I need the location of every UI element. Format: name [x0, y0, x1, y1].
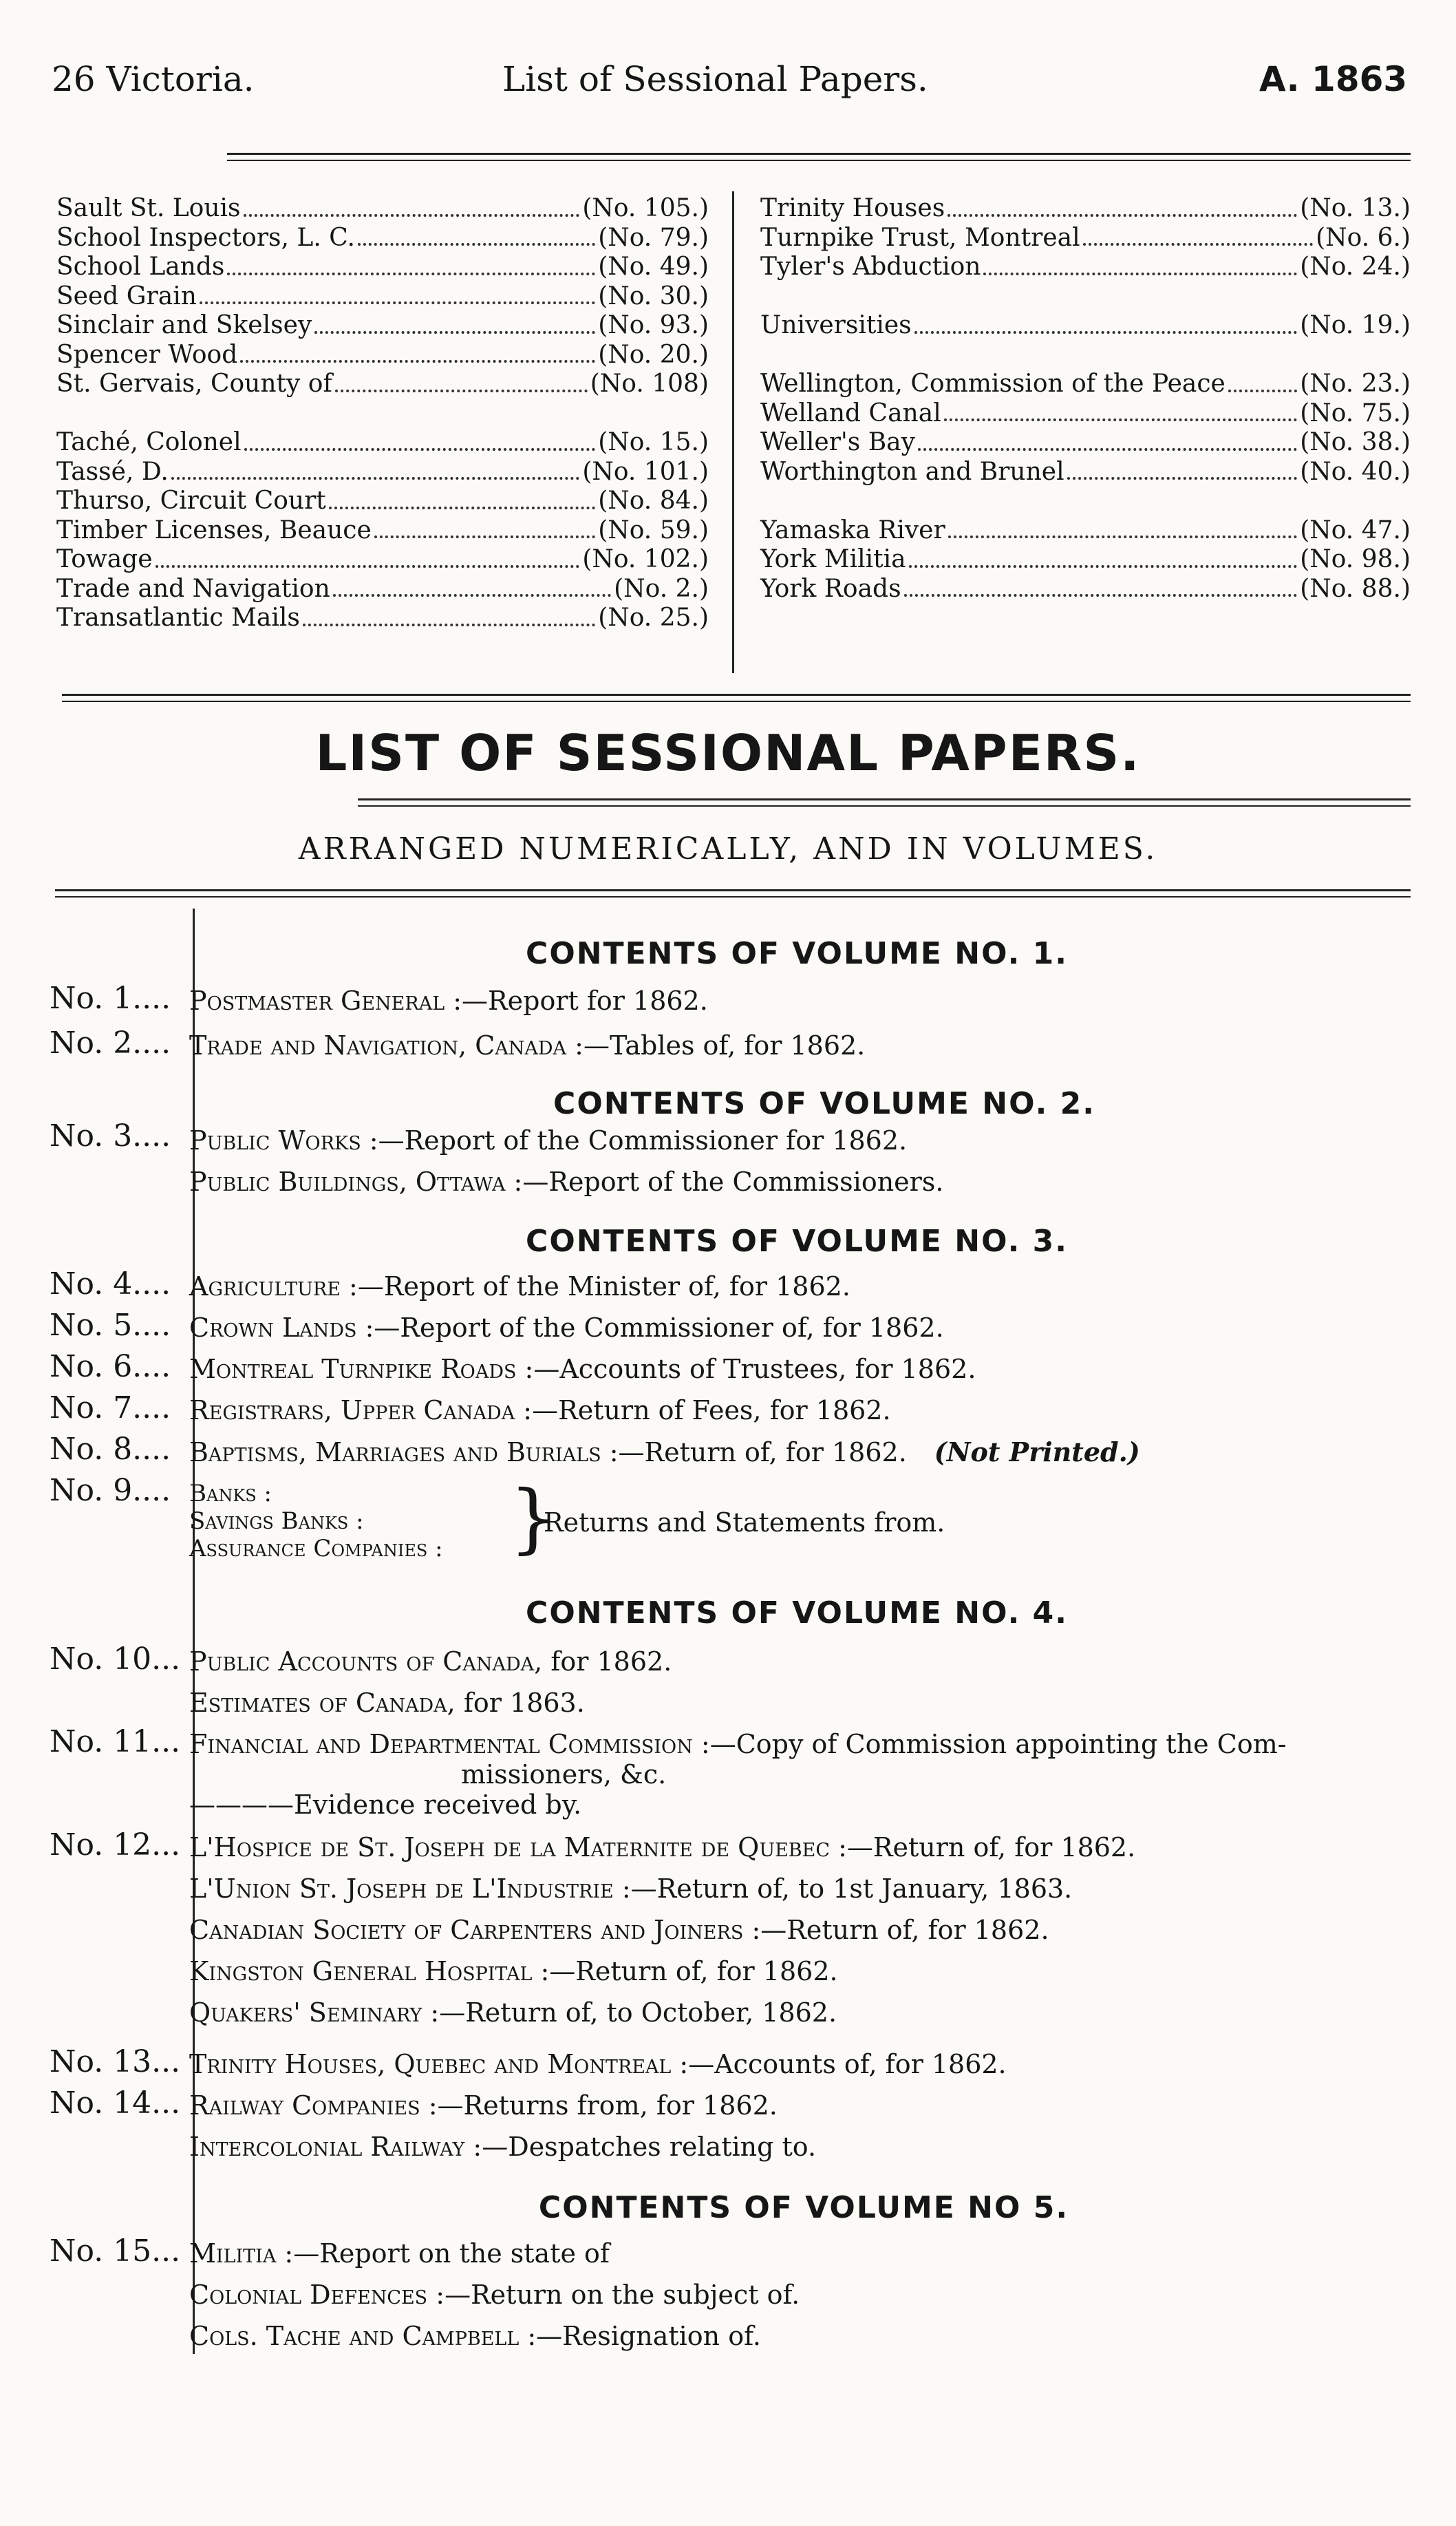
- entry-trade-navigation: Trade and Navigation, Canada :—Tables of, for 1862.: [189, 1030, 866, 1061]
- entry-estimates: Estimates of Canada, for 1863.: [189, 1688, 585, 1718]
- index-entry-number: (No. 40.): [1300, 457, 1411, 486]
- index-entry-name: Turnpike Trust, Montreal: [760, 223, 1080, 252]
- index-entry: [760, 428, 1411, 458]
- entry-hospice: L'Hospice de St. Joseph de la Maternite de Quebec :—Return of, for 1862.: [189, 1832, 1136, 1862]
- subtitle: ARRANGED NUMERICALLY, AND IN VOLUMES.: [298, 831, 1158, 867]
- title-rule: [358, 798, 1411, 811]
- index-entry-name: Wellington, Commission of the Peace: [760, 370, 1225, 398]
- dot-leader: [358, 243, 595, 246]
- paper-number-5: No. 5....: [50, 1308, 171, 1343]
- index-entry-name: Worthington and Brunel: [760, 457, 1064, 486]
- index-entry-name: Tyler's Abduction: [760, 253, 981, 281]
- index-entry-name: Trinity Houses: [760, 194, 945, 222]
- index-entry-name: Timber Licenses, Beauce: [56, 516, 372, 544]
- index-entry: [56, 428, 709, 458]
- dot-leader: [944, 418, 1298, 421]
- entry-financial-commission: Financial and Departmental Commission :—Copy of Commission appointing the Com-: [189, 1729, 1287, 1759]
- dot-leader: [904, 594, 1298, 597]
- index-entry-name: York Roads: [760, 574, 901, 603]
- index-entry-number: (No. 79.): [598, 223, 709, 252]
- index-entry: [56, 370, 709, 399]
- dot-leader: [156, 565, 580, 568]
- dot-leader: [240, 360, 595, 363]
- index-entry-number: (No. 105.): [582, 194, 709, 222]
- paper-number-7: No. 7....: [50, 1390, 171, 1425]
- dot-leader: [1083, 243, 1314, 246]
- index-entry: [56, 341, 709, 370]
- index-entry-name: Universities: [760, 311, 912, 339]
- index-entry: [56, 516, 709, 546]
- index-entry: [56, 282, 709, 312]
- index-entry: [760, 399, 1411, 429]
- dot-leader: [244, 448, 596, 451]
- column-divider: [732, 191, 734, 673]
- index-rule: [62, 694, 1411, 707]
- index-entry-name: Transatlantic Mails: [56, 604, 300, 632]
- index-entry-number: (No. 75.): [1300, 399, 1411, 427]
- index-entry-number: (No. 30.): [598, 282, 709, 310]
- dot-leader: [948, 214, 1297, 217]
- index-entry-number: (No. 6.): [1316, 223, 1411, 252]
- index-entry-number: (No. 38.): [1300, 428, 1411, 456]
- entry-carpenters: Canadian Society of Carpenters and Joiners :—Return of, for 1862.: [189, 1915, 1049, 1945]
- entry-colonial-defences: Colonial Defences :—Return on the subject of.: [189, 2280, 800, 2310]
- entry-postmaster-general: Postmaster General :—Report for 1862.: [189, 986, 708, 1016]
- paper-number-6: No. 6....: [50, 1349, 171, 1384]
- entry-railway-companies: Railway Companies :—Returns from, for 1862.: [189, 2090, 778, 2121]
- index-entry: [56, 575, 709, 604]
- index-entry-name: Welland Canal: [760, 399, 941, 427]
- index-entry: [760, 370, 1411, 399]
- index-entry-name: Thurso, Circuit Court: [56, 487, 326, 515]
- header-rule: [227, 153, 1411, 166]
- volume-5-heading: CONTENTS OF VOLUME NO 5.: [538, 2190, 1069, 2225]
- index-entry: [56, 194, 709, 224]
- index-entry-number: (No. 47.): [1300, 516, 1411, 544]
- brace-icon: }: [509, 1474, 557, 1562]
- entry-banks-returns: Returns and Statements from.: [544, 1507, 945, 1538]
- dot-leader: [314, 331, 595, 334]
- index-entry-number: (No. 108): [590, 370, 709, 398]
- entry-crown-lands: Crown Lands :—Report of the Commissioner of, for 1862.: [189, 1313, 944, 1343]
- index-entry-number: (No. 59.): [598, 516, 709, 544]
- index-entry-number: (No. 15.): [598, 428, 709, 456]
- index-entry: [760, 545, 1411, 575]
- index-entry: [56, 458, 709, 487]
- index-entry-number: (No. 24.): [1300, 253, 1411, 281]
- entry-savings-banks: Savings Banks :: [189, 1507, 364, 1535]
- volume-4-heading: CONTENTS OF VOLUME NO. 4.: [526, 1595, 1068, 1631]
- entry-public-accounts: Public Accounts of Canada, for 1862.: [189, 1646, 672, 1677]
- index-entry-number: (No. 101.): [582, 457, 709, 486]
- entry-banks: Banks :: [189, 1480, 272, 1507]
- index-entry-number: (No. 98.): [1300, 545, 1411, 573]
- paper-number-14: No. 14...: [50, 2085, 181, 2121]
- index-spacer: [760, 341, 1411, 370]
- index-entry: [760, 224, 1411, 253]
- volume-2-heading: CONTENTS OF VOLUME NO. 2.: [553, 1086, 1095, 1121]
- dot-leader: [983, 273, 1297, 275]
- entry-montreal-turnpike: Montreal Turnpike Roads :—Accounts of Trustees, for 1862.: [189, 1354, 976, 1384]
- index-entry-number: (No. 88.): [1300, 574, 1411, 603]
- entry-militia: Militia :—Report on the state of: [189, 2238, 610, 2269]
- page-header-session: 26 Victoria.: [52, 59, 255, 99]
- index-entry: [56, 224, 709, 253]
- index-entry-number: (No. 2.): [614, 574, 709, 603]
- index-entry-name: School Inspectors, L. C.: [56, 223, 355, 252]
- paper-number-12: No. 12...: [50, 1827, 181, 1862]
- dot-leader: [374, 535, 595, 538]
- dot-leader: [171, 477, 579, 480]
- dot-leader: [227, 273, 595, 275]
- dot-leader: [1067, 477, 1298, 480]
- entry-public-buildings: Public Buildings, Ottawa :—Report of the Commissioners.: [189, 1167, 944, 1197]
- dot-leader: [914, 331, 1298, 334]
- paper-number-11: No. 11...: [50, 1724, 181, 1759]
- index-entry-name: Sinclair and Skelsey: [56, 311, 312, 339]
- paper-number-2: No. 2....: [50, 1026, 171, 1061]
- dot-leader: [335, 390, 588, 392]
- index-entry-number: (No. 49.): [598, 253, 709, 281]
- not-printed-note: (Not Printed.): [934, 1436, 1140, 1467]
- index-entry: [56, 487, 709, 516]
- index-left-column: [56, 194, 709, 633]
- index-entry: [56, 545, 709, 575]
- index-entry: [56, 311, 709, 341]
- index-entry-number: (No. 84.): [598, 487, 709, 515]
- volume-1-heading: CONTENTS OF VOLUME NO. 1.: [526, 936, 1068, 971]
- index-entry-number: (No. 20.): [598, 340, 709, 369]
- index-entry-name: Tassé, D.: [56, 457, 169, 486]
- index-entry-number: (No. 102.): [582, 545, 709, 573]
- index-entry: [760, 311, 1411, 341]
- entry-evidence: ————Evidence received by.: [189, 1790, 582, 1820]
- entry-financial-commission-cont: missioners, &c.: [461, 1759, 667, 1790]
- index-entry-name: Seed Grain: [56, 282, 197, 310]
- index-entry-name: Weller's Bay: [760, 428, 915, 456]
- entry-tache-campbell: Cols. Tache and Campbell :—Resignation of.: [189, 2321, 761, 2351]
- index-entry: [760, 458, 1411, 487]
- paper-number-8: No. 8....: [50, 1432, 171, 1467]
- index-entry: [760, 516, 1411, 546]
- index-entry-number: (No. 93.): [598, 311, 709, 339]
- dot-leader: [918, 448, 1297, 451]
- paper-number-10: No. 10...: [50, 1642, 181, 1677]
- dot-leader: [329, 507, 595, 509]
- index-entry: [760, 194, 1411, 224]
- entry-registrars: Registrars, Upper Canada :—Return of Fees, for 1862.: [189, 1395, 891, 1425]
- page-header-year: A. 1863: [1259, 59, 1408, 99]
- volume-3-heading: CONTENTS OF VOLUME NO. 3.: [526, 1224, 1068, 1259]
- index-entry-name: Towage: [56, 545, 153, 573]
- index-entry-name: Spencer Wood: [56, 340, 238, 369]
- index-entry-number: (No. 13.): [1300, 194, 1411, 222]
- index-right-column: [760, 194, 1411, 604]
- index-entry: [760, 575, 1411, 604]
- paper-number-4: No. 4....: [50, 1266, 171, 1302]
- entry-union-st-joseph: L'Union St. Joseph de L'Industrie :—Return of, to 1st January, 1863.: [189, 1874, 1073, 1904]
- paper-number-15: No. 15...: [50, 2233, 181, 2269]
- entry-trinity-houses: Trinity Houses, Quebec and Montreal :—Accounts of, for 1862.: [189, 2049, 1007, 2079]
- index-entry-name: Trade and Navigation: [56, 574, 330, 603]
- entry-intercolonial-railway: Intercolonial Railway :—Despatches relating to.: [189, 2132, 817, 2162]
- paper-number-13: No. 13...: [50, 2044, 181, 2079]
- dot-leader: [1228, 390, 1297, 392]
- index-entry: [760, 253, 1411, 282]
- index-entry-name: School Lands: [56, 253, 225, 281]
- index-entry-number: (No. 19.): [1300, 311, 1411, 339]
- paper-number-3: No. 3....: [50, 1118, 171, 1154]
- entry-assurance-companies: Assurance Companies :: [189, 1535, 443, 1562]
- index-entry: [56, 604, 709, 633]
- dot-leader: [948, 535, 1298, 538]
- entry-public-works: Public Works :—Report of the Commissioner for 1862.: [189, 1125, 908, 1156]
- dot-leader: [909, 565, 1298, 568]
- page-header-title: List of Sessional Papers.: [502, 59, 928, 99]
- index-entry-name: Sault St. Louis: [56, 194, 241, 222]
- entry-quakers-seminary: Quakers' Seminary :—Return of, to October, 1862.: [189, 1997, 837, 2028]
- index-spacer: [56, 399, 709, 429]
- dot-leader: [333, 594, 611, 597]
- index-spacer: [760, 282, 1411, 312]
- index-entry-name: Taché, Colonel: [56, 428, 242, 456]
- dot-leader: [303, 624, 595, 626]
- index-entry-number: (No. 25.): [598, 604, 709, 632]
- entry-kingston-hospital: Kingston General Hospital :—Return of, for 1862.: [189, 1956, 838, 1986]
- dot-leader: [200, 301, 595, 304]
- index-entry-name: St. Gervais, County of: [56, 370, 332, 398]
- index-entry-number: (No. 23.): [1300, 370, 1411, 398]
- index-entry-name: Yamaska River: [760, 516, 945, 544]
- entry-baptisms: Baptisms, Marriages and Burials :—Return of, for 1862. (Not Printed.): [189, 1436, 1140, 1467]
- index-spacer: [760, 487, 1411, 516]
- index-entry: [56, 253, 709, 282]
- index-entry-name: York Militia: [760, 545, 906, 573]
- dot-leader: [244, 214, 580, 217]
- paper-number-1: No. 1....: [50, 981, 171, 1016]
- subtitle-rule: [55, 889, 1411, 902]
- paper-number-9: No. 9....: [50, 1473, 171, 1508]
- main-title: LIST OF SESSIONAL PAPERS.: [315, 724, 1141, 782]
- entry-agriculture: Agriculture :—Report of the Minister of, for 1862.: [189, 1271, 850, 1302]
